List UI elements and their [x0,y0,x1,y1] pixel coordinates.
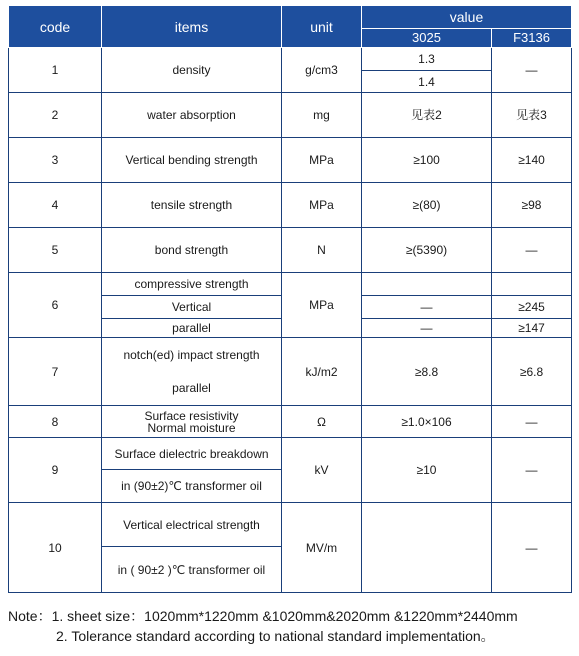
unit-cell: Ω [282,406,362,438]
value-3025-cell: 见表2 [362,93,492,138]
unit-cell: kV [282,438,362,503]
value-3025-cell [362,503,492,593]
code-cell: 10 [9,503,102,593]
code-cell: 3 [9,138,102,183]
value-3025-cell: ≥(80) [362,183,492,228]
item-cell: in (90±2)℃ transformer oil [102,470,282,503]
header-items: items [102,6,282,48]
header-code: code [9,6,102,48]
value-3025-cell: ≥(5390) [362,228,492,273]
unit-cell: MV/m [282,503,362,593]
item-cell: Vertical [102,296,282,319]
item-cell [102,406,282,438]
item-cell: water absorption [102,93,282,138]
item-cell: bond strength [102,228,282,273]
value-f3136-cell: — [492,438,572,503]
code-cell: 2 [9,93,102,138]
unit-cell: MPa [282,183,362,228]
header-unit: unit [282,6,362,48]
header-value: value [362,6,572,29]
value-f3136-cell: ≥98 [492,183,572,228]
spec-table-container [8,5,572,593]
unit-cell: MPa [282,138,362,183]
value-f3136-cell: 见表3 [492,93,572,138]
value-3025-cell: 1.4 [362,71,492,93]
code-cell: 4 [9,183,102,228]
value-3025-cell: — [362,296,492,319]
code-cell: 9 [9,438,102,503]
value-f3136-cell: — [492,48,572,93]
item-cell: parallel [102,319,282,338]
value-3025-cell [362,273,492,296]
code-cell: 8 [9,406,102,438]
unit-cell: g/cm3 [282,48,362,93]
item-cell: Surface dielectric breakdown [102,438,282,470]
item-cell: Vertical electrical strength [102,503,282,547]
unit-cell: kJ/m2 [282,338,362,406]
value-3025-cell: ≥8.8 [362,338,492,406]
item-cell: density [102,48,282,93]
header-f3136: F3136 [492,29,572,48]
value-f3136-cell: — [492,406,572,438]
item-cell: Vertical bending strength [102,138,282,183]
unit-cell: MPa [282,273,362,338]
value-3025-cell: 1.3 [362,48,492,71]
unit-cell: N [282,228,362,273]
value-f3136-cell: — [492,228,572,273]
value-f3136-cell: ≥147 [492,319,572,338]
footnote [8,606,518,646]
code-cell: 1 [9,48,102,93]
item-cell: compressive strength [102,273,282,296]
note-line-1: Note：1. sheet size：1020mm*1220mm &1020mm&2020mm &1220mm*2440mm [8,608,518,624]
code-cell: 6 [9,273,102,338]
item-cell: notch(ed) impact strength [102,338,282,372]
value-f3136-cell: ≥6.8 [492,338,572,406]
value-f3136-cell [492,273,572,296]
value-3025-cell: — [362,319,492,338]
value-3025-cell: ≥100 [362,138,492,183]
code-cell: 7 [9,338,102,406]
value-3025-cell: ≥10 [362,438,492,503]
unit-cell: mg [282,93,362,138]
item-line: Surface resistivity [144,408,239,423]
spec-table [8,5,572,593]
code-cell: 5 [9,228,102,273]
item-cell: tensile strength [102,183,282,228]
item-cell: parallel [102,372,282,406]
value-f3136-cell: ≥245 [492,296,572,319]
item-cell: in ( 90±2 )℃ transformer oil [102,547,282,593]
item-line: Normal moisture [147,420,236,435]
value-f3136-cell: — [492,503,572,593]
header-3025: 3025 [362,29,492,48]
value-3025-cell: ≥1.0×106 [362,406,492,438]
value-f3136-cell: ≥140 [492,138,572,183]
note-line-2: 2. Tolerance standard according to national standard implementation。 [56,628,495,644]
